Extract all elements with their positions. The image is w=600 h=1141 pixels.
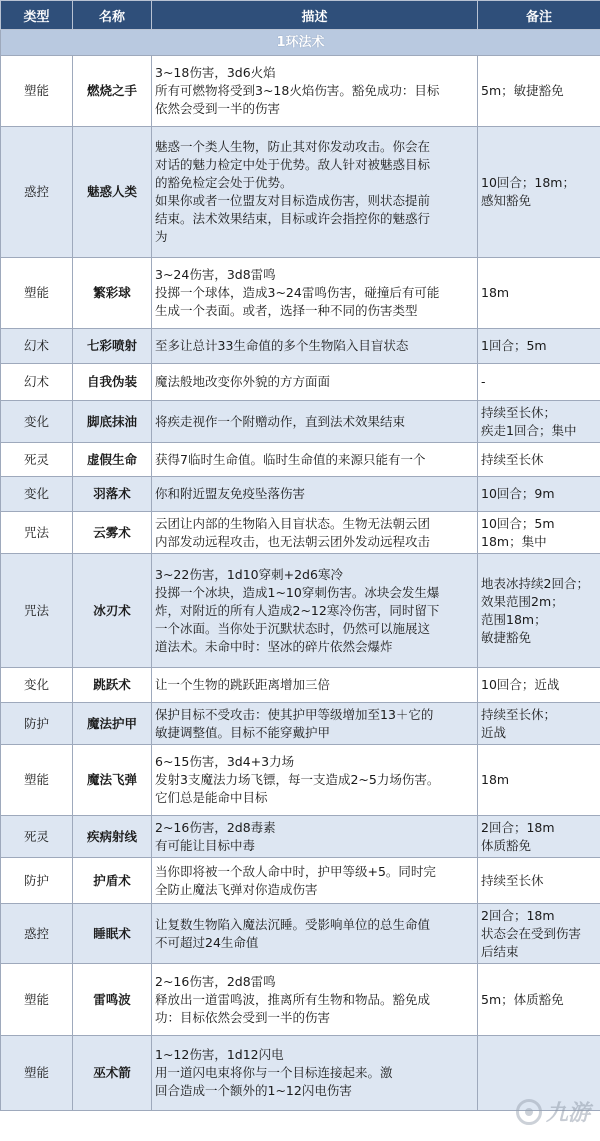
table-row [1, 816, 600, 858]
desc-line: 3~22伤害，1d10穿刺+2d6寒冷 [155, 566, 343, 582]
cell-type: 塑能 [1, 745, 73, 816]
desc-line: 有可能让目标中毒 [155, 837, 256, 853]
note-line: 10回合；5m [481, 515, 555, 531]
table-row [1, 904, 600, 964]
cell-name: 繁彩球 [73, 258, 152, 329]
table-row [1, 858, 600, 904]
cell-name: 睡眠术 [73, 904, 152, 964]
cell-desc [152, 401, 478, 443]
desc-line: 回合造成一个额外的1~12闪电伤害 [155, 1083, 352, 1098]
cell-name: 护盾术 [73, 858, 152, 904]
desc-line: 1~12伤害，1d12闪电 [155, 1047, 284, 1062]
desc-line: 用一道闪电束将你与一个目标连接起来。激 [155, 1065, 393, 1080]
note-line: 18m [481, 285, 510, 300]
cell-note [478, 258, 600, 329]
note-line: 持续至长休； [481, 404, 557, 420]
cell-type: 幻术 [1, 364, 73, 401]
cell-note [478, 1036, 600, 1111]
cell-type: 咒法 [1, 554, 73, 668]
desc-line: 6~15伤害，3d4+3力场 [155, 754, 295, 769]
desc-line: 云团让内部的生物陷入目盲状态。生物无法朝云团 [155, 515, 431, 531]
cell-name: 跳跃术 [73, 668, 152, 703]
cell-type: 塑能 [1, 56, 73, 127]
cell-type: 塑能 [1, 964, 73, 1036]
cell-type: 惑控 [1, 904, 73, 964]
table-row [1, 477, 600, 512]
cell-note [478, 329, 600, 364]
cell-desc [152, 443, 478, 477]
note-line: 近战 [481, 724, 507, 740]
cell-name: 七彩喷射 [73, 329, 152, 364]
note-line: 2回合；18m [481, 907, 555, 923]
cell-desc [152, 364, 478, 401]
table-body [1, 30, 600, 1111]
cell-note [478, 477, 600, 512]
cell-desc [152, 816, 478, 858]
cell-note [478, 443, 600, 477]
cell-name: 雷鸣波 [73, 964, 152, 1036]
table-row [1, 443, 600, 477]
cell-type: 塑能 [1, 1036, 73, 1111]
note-line: - [481, 374, 486, 389]
desc-line: 发射3支魔法力场飞镖，每一支造成2~5力场伤害。 [155, 772, 440, 787]
note-line: 5m；敏捷豁免 [481, 83, 564, 98]
table-row [1, 56, 600, 127]
header-desc: 描述 [152, 1, 478, 30]
note-line: 持续至长休 [481, 451, 544, 467]
note-line: 后结束 [481, 943, 519, 959]
desc-line: 一个冰面。当你处于沉默状态时，仍然可以施展这 [155, 620, 431, 636]
cell-note [478, 554, 600, 668]
table-row [1, 1036, 600, 1111]
desc-line: 你和附近盟友免疫坠落伤害 [155, 486, 306, 501]
cell-note [478, 964, 600, 1036]
cell-desc [152, 703, 478, 745]
cell-name: 羽落术 [73, 477, 152, 512]
desc-line: 投掷一个冰块，造成1~10穿刺伤害。冰块会发生爆 [155, 584, 440, 600]
note-line: 持续至长休 [481, 872, 544, 888]
table-row [1, 127, 600, 258]
desc-line: 结束。法术效果结束，目标或许会指控你的魅惑行 [155, 211, 431, 226]
desc-line: 依然会受到一半的伤害 [155, 101, 281, 116]
cell-type: 变化 [1, 401, 73, 443]
cell-desc [152, 554, 478, 668]
desc-line: 所有可燃物将受到3~18火焰伤害。豁免成功：目标 [155, 83, 440, 98]
desc-line: 3~24伤害，3d8雷鸣 [155, 267, 276, 282]
desc-line: 不可超过24生命值 [155, 934, 259, 950]
desc-line: 让复数生物陷入魔法沉睡。受影响单位的总生命值 [155, 916, 431, 932]
desc-line: 2~16伤害，2d8毒素 [155, 819, 276, 835]
desc-line: 至多让总计33生命值的多个生物陷入目盲状态 [155, 338, 409, 353]
desc-line: 的豁免检定会处于优势。 [155, 175, 293, 190]
desc-line: 功：目标依然会受到一半的伤害 [155, 1009, 331, 1025]
table-row [1, 668, 600, 703]
note-line: 疾走1回合；集中 [481, 422, 577, 438]
note-line: 10回合；18m； [481, 175, 575, 190]
table-row [1, 745, 600, 816]
cell-note [478, 858, 600, 904]
cell-note [478, 56, 600, 127]
cell-note [478, 816, 600, 858]
note-line: 体质豁免 [481, 837, 532, 853]
desc-line: 全防止魔法飞弹对你造成伤害 [155, 881, 318, 897]
desc-line: 魅惑一个类人生物，防止其对你发动攻击。你会在 [155, 139, 431, 154]
cell-name: 云雾术 [73, 512, 152, 554]
desc-line: 对话的魅力检定中处于优势。敌人针对被魅惑目标 [155, 157, 431, 172]
note-line: 敏捷豁免 [481, 629, 532, 645]
note-line: 18m [481, 772, 510, 787]
desc-line: 让一个生物的跳跃距离增加三倍 [155, 677, 331, 692]
desc-line: 生成一个表面。或者，选择一种不同的伤害类型 [155, 303, 418, 318]
note-line: 效果范围2m； [481, 593, 564, 609]
table-row [1, 258, 600, 329]
cell-name: 魔法护甲 [73, 703, 152, 745]
header-row [1, 1, 600, 30]
note-line: 1回合；5m [481, 338, 547, 353]
cell-desc [152, 127, 478, 258]
note-line: 10回合；9m [481, 486, 555, 501]
cell-type: 咒法 [1, 512, 73, 554]
table-row [1, 964, 600, 1036]
cell-name: 虚假生命 [73, 443, 152, 477]
note-line: 18m；集中 [481, 533, 547, 549]
section-row [1, 30, 600, 56]
desc-line: 它们总是能命中目标 [155, 790, 268, 805]
note-line: 感知豁免 [481, 193, 532, 208]
cell-desc [152, 1036, 478, 1111]
table-row [1, 364, 600, 401]
desc-line: 为 [155, 229, 168, 244]
cell-note [478, 703, 600, 745]
header-note: 备注 [478, 1, 600, 30]
note-line: 10回合；近战 [481, 677, 560, 692]
cell-desc [152, 858, 478, 904]
cell-desc [152, 512, 478, 554]
cell-name: 脚底抹油 [73, 401, 152, 443]
table-row [1, 329, 600, 364]
table-row [1, 554, 600, 668]
cell-type: 塑能 [1, 258, 73, 329]
note-line: 范围18m； [481, 611, 547, 627]
cell-note [478, 512, 600, 554]
cell-type: 防护 [1, 703, 73, 745]
cell-name: 魔法飞弹 [73, 745, 152, 816]
note-line: 地表冰持续2回合； [481, 575, 589, 591]
cell-type: 变化 [1, 477, 73, 512]
cell-name: 魅惑人类 [73, 127, 152, 258]
cell-name: 燃烧之手 [73, 56, 152, 127]
cell-name: 冰刃术 [73, 554, 152, 668]
cell-type: 防护 [1, 858, 73, 904]
section-title: 1环法术 [1, 30, 600, 56]
desc-line: 魔法般地改变你外貌的方方面面 [155, 374, 331, 389]
desc-line: 获得7临时生命值。临时生命值的来源只能有一个 [155, 451, 426, 467]
cell-desc [152, 964, 478, 1036]
desc-line: 当你即将被一个敌人命中时，护甲等级+5。同时完 [155, 863, 436, 879]
desc-line: 投掷一个球体，造成3~24雷鸣伤害，碰撞后有可能 [155, 285, 440, 300]
cell-note [478, 127, 600, 258]
cell-desc [152, 329, 478, 364]
desc-line: 2~16伤害，2d8雷鸣 [155, 973, 276, 989]
cell-note [478, 745, 600, 816]
cell-type: 死灵 [1, 443, 73, 477]
cell-name: 巫术箭 [73, 1036, 152, 1111]
cell-desc [152, 668, 478, 703]
note-line: 状态会在受到伤害 [481, 925, 582, 941]
cell-note [478, 364, 600, 401]
note-line: 持续至长休； [481, 706, 557, 722]
header-type: 类型 [1, 1, 73, 30]
cell-name: 疾病射线 [73, 816, 152, 858]
desc-line: 敏捷调整值。目标不能穿戴护甲 [155, 724, 331, 740]
table-row [1, 512, 600, 554]
cell-note [478, 401, 600, 443]
cell-type: 惑控 [1, 127, 73, 258]
cell-name: 自我伪装 [73, 364, 152, 401]
note-line: 5m；体质豁免 [481, 991, 564, 1007]
desc-line: 保护目标不受攻击：使其护甲等级增加至13＋它的 [155, 706, 434, 722]
cell-desc [152, 904, 478, 964]
cell-type: 幻术 [1, 329, 73, 364]
desc-line: 道法术。未命中时：坚冰的碎片依然会爆炸 [155, 638, 393, 654]
desc-line: 3~18伤害，3d6火焰 [155, 65, 276, 80]
cell-note [478, 904, 600, 964]
cell-desc [152, 477, 478, 512]
desc-line: 炸，对附近的所有人造成2~12寒冷伤害，同时留下 [155, 602, 440, 618]
cell-type: 死灵 [1, 816, 73, 858]
cell-type: 变化 [1, 668, 73, 703]
table-row [1, 703, 600, 745]
desc-line: 如果你或者一位盟友对目标造成伤害，则状态提前 [155, 193, 431, 208]
desc-line: 将疾走视作一个附赠动作，直到法术效果结束 [155, 413, 406, 429]
desc-line: 释放出一道雷鸣波，推离所有生物和物品。豁免成 [155, 991, 431, 1007]
cell-desc [152, 745, 478, 816]
cell-desc [152, 56, 478, 127]
desc-line: 内部发动远程攻击，也无法朝云团外发动远程攻击 [155, 533, 431, 549]
table-row [1, 401, 600, 443]
cell-desc [152, 258, 478, 329]
watermark-text: 九游 [545, 1101, 590, 1126]
cell-note [478, 668, 600, 703]
header-name: 名称 [73, 1, 152, 30]
note-line: 2回合；18m [481, 819, 555, 835]
